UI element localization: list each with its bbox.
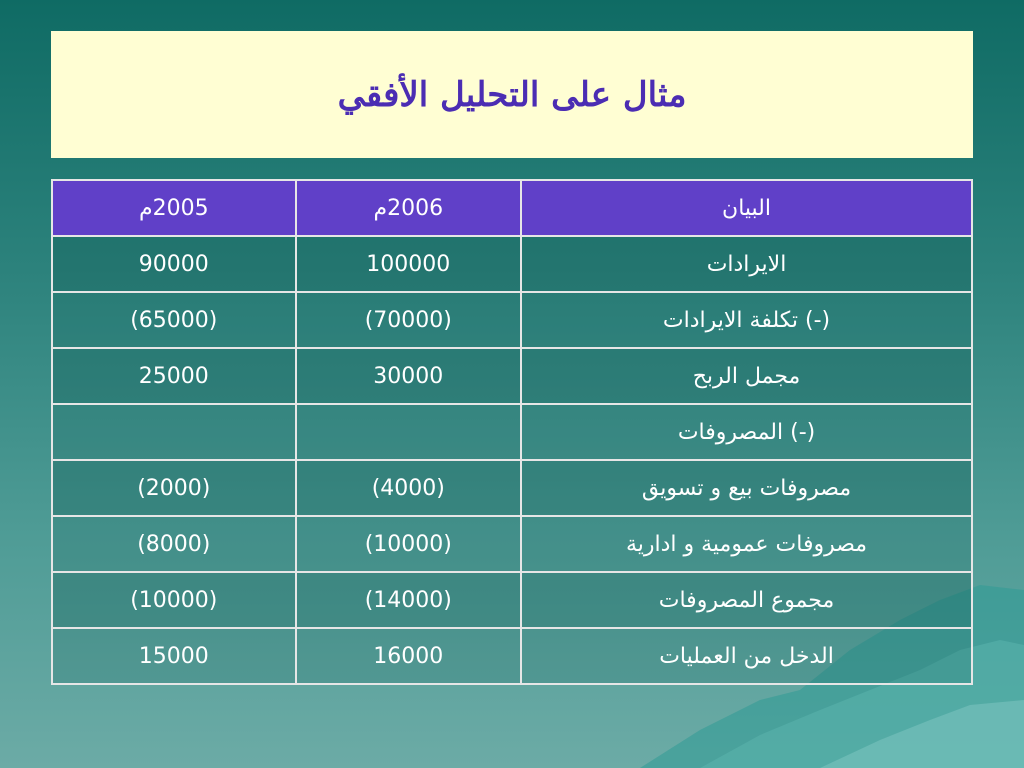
row-value-2006: 16000 — [296, 628, 521, 684]
row-value-2006: (4000) — [296, 460, 521, 516]
row-label: مصروفات عمومية و ادارية — [521, 516, 972, 572]
row-label: مصروفات بيع و تسويق — [521, 460, 972, 516]
table-row — [52, 348, 972, 404]
row-label: مجمل الربح — [521, 348, 972, 404]
table-row — [52, 628, 972, 684]
row-value-2006: 100000 — [296, 236, 521, 292]
row-label: الايرادات — [521, 236, 972, 292]
header-2006: 2006م — [296, 180, 521, 236]
row-label: (-) المصروفات — [521, 404, 972, 460]
horizontal-analysis-table — [51, 179, 973, 685]
table-row — [52, 572, 972, 628]
row-label: (-) تكلفة الايرادات — [521, 292, 972, 348]
row-value-2006: (10000) — [296, 516, 521, 572]
table-row — [52, 460, 972, 516]
row-value-2005: (65000) — [52, 292, 296, 348]
row-value-2005: 15000 — [52, 628, 296, 684]
row-value-2005: (10000) — [52, 572, 296, 628]
header-2005: 2005م — [52, 180, 296, 236]
row-value-2006: 30000 — [296, 348, 521, 404]
row-value-2005: (8000) — [52, 516, 296, 572]
title-box — [51, 31, 973, 158]
row-value-2005: 90000 — [52, 236, 296, 292]
row-value-2006: (14000) — [296, 572, 521, 628]
header-label: البيان — [521, 180, 972, 236]
table-header-row — [52, 180, 972, 236]
row-label: الدخل من العمليات — [521, 628, 972, 684]
slide-title: مثال على التحليل الأفقي — [337, 74, 687, 115]
row-label: مجموع المصروفات — [521, 572, 972, 628]
row-value-2005: (2000) — [52, 460, 296, 516]
table-row — [52, 236, 972, 292]
row-value-2005: 25000 — [52, 348, 296, 404]
row-value-2005 — [52, 404, 296, 460]
row-value-2006: (70000) — [296, 292, 521, 348]
table-row — [52, 292, 972, 348]
row-value-2006 — [296, 404, 521, 460]
table-row — [52, 404, 972, 460]
table-row — [52, 516, 972, 572]
